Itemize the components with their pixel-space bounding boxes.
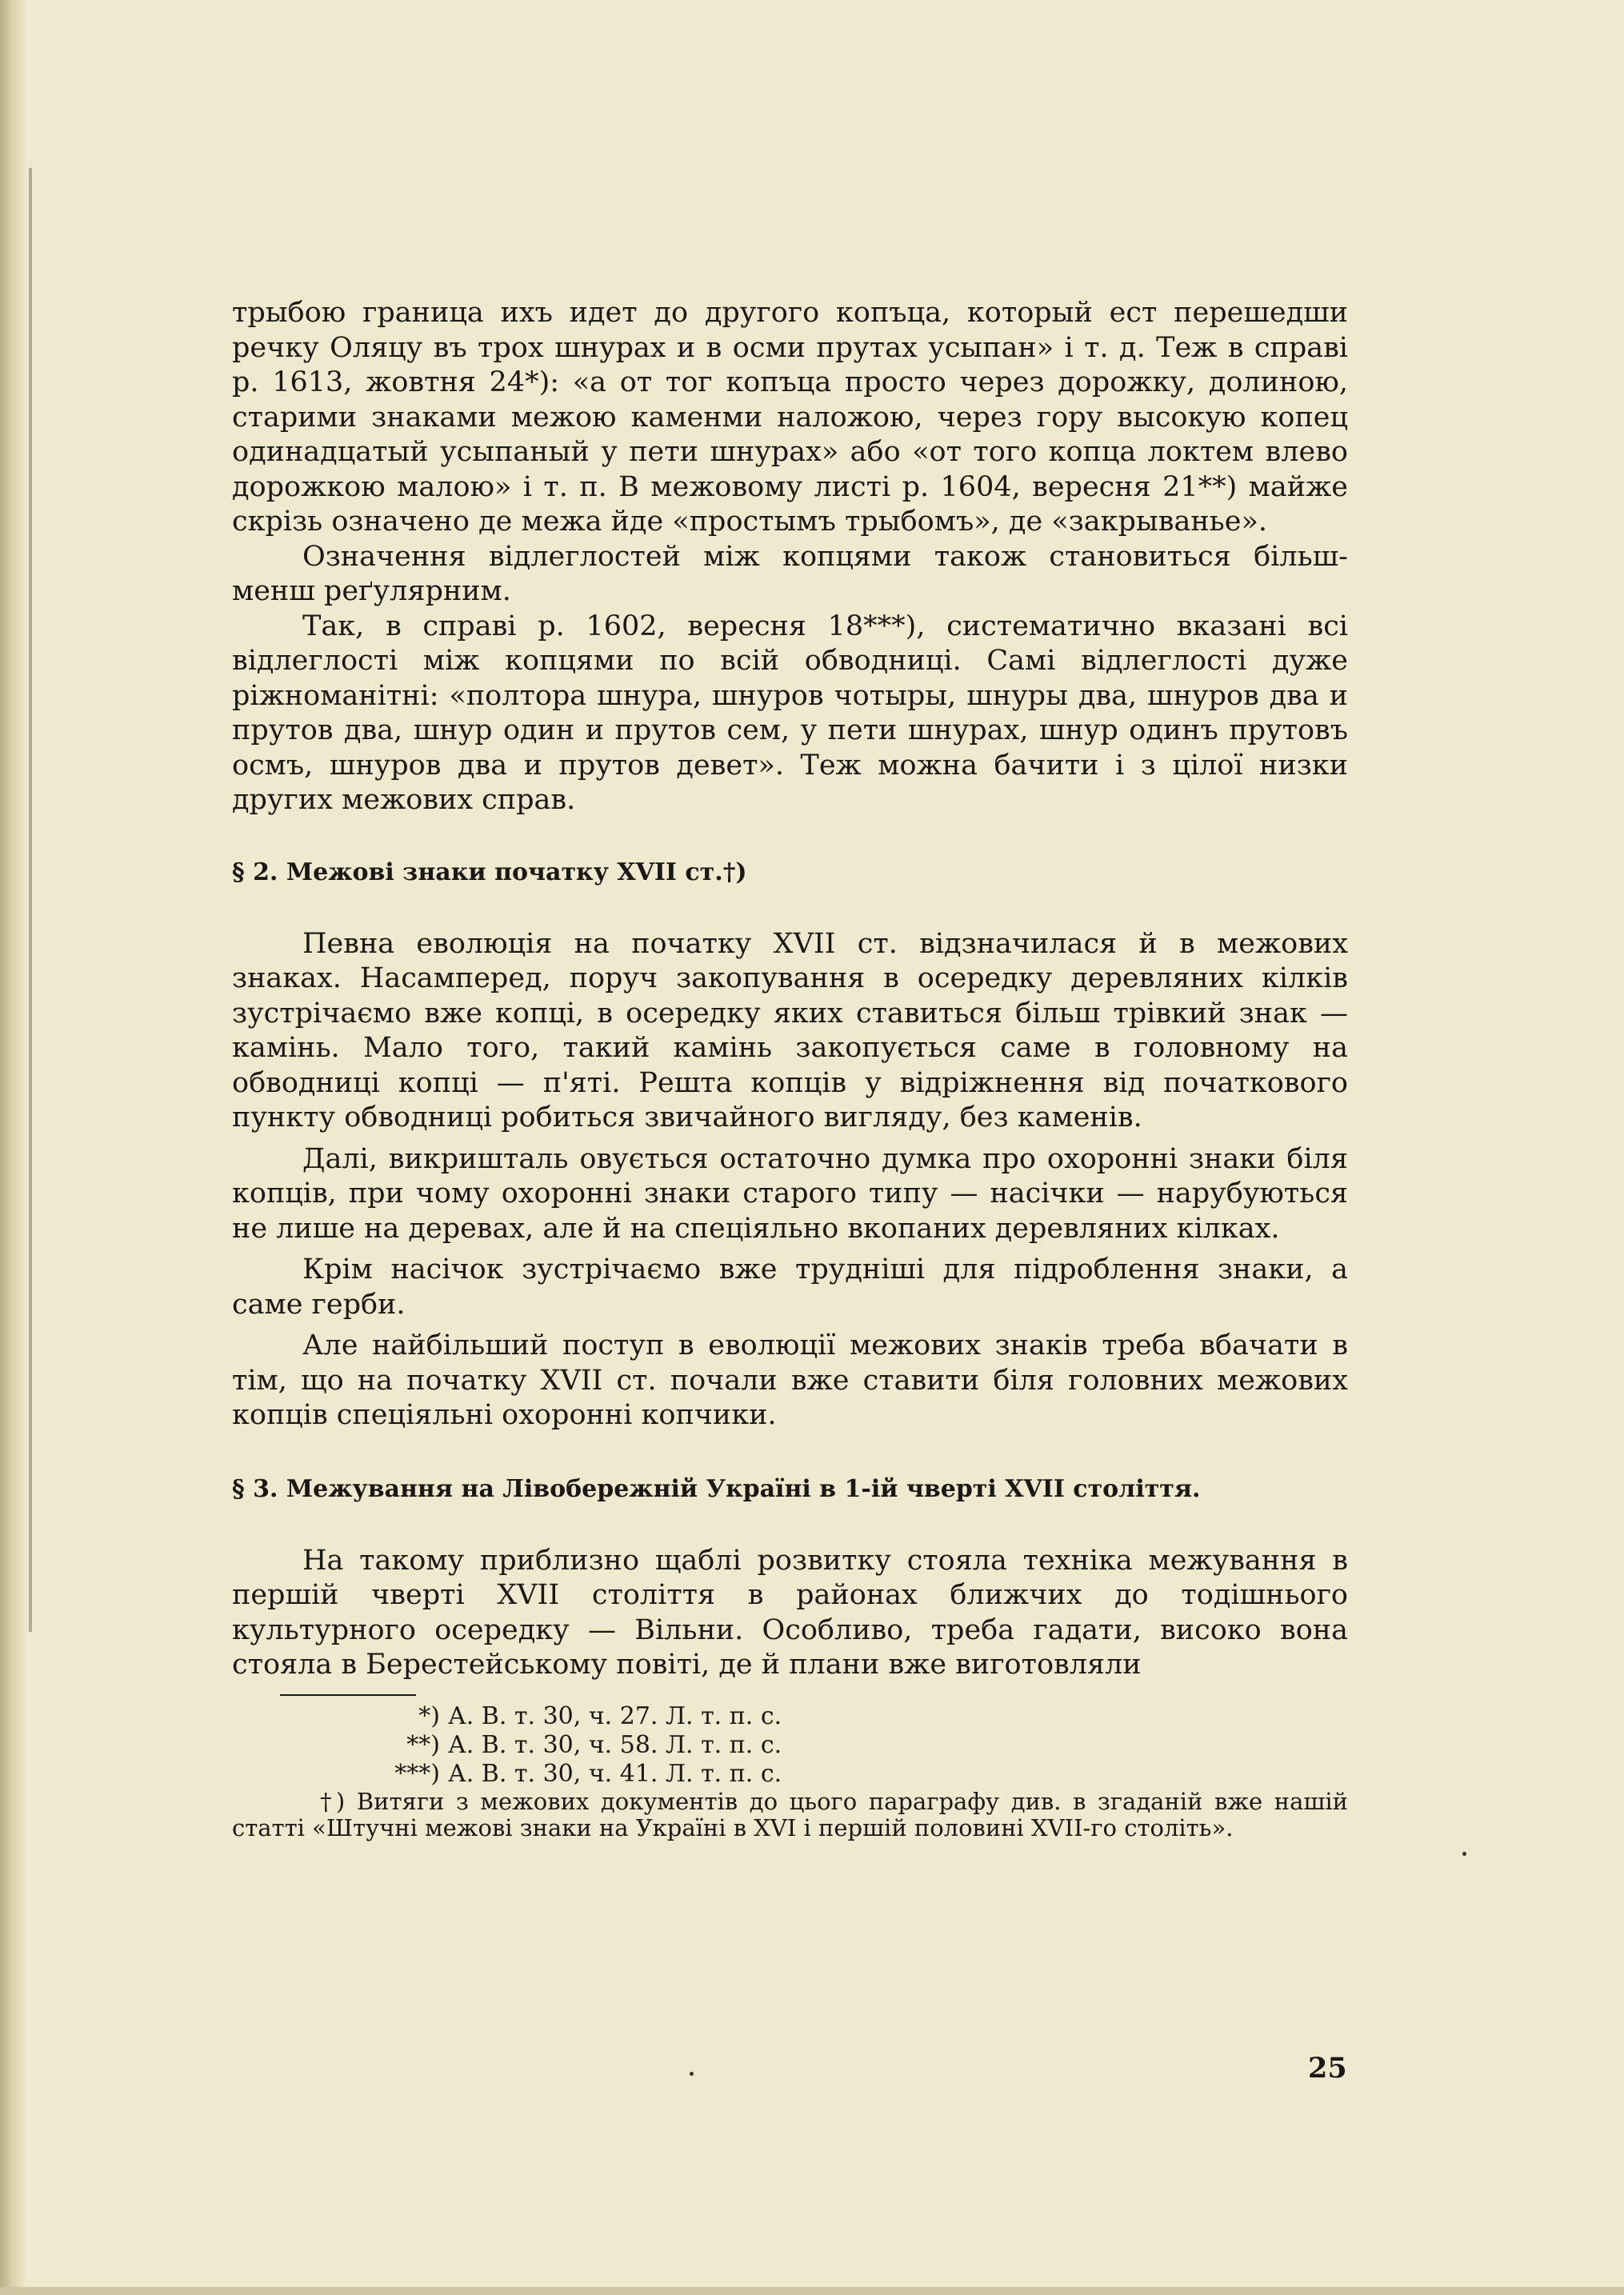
footnote-text: А. В. т. 30, ч. 41. Л. т. п. с. [448,1759,782,1788]
footnote-mark: †) [320,1787,346,1815]
print-speck [1462,1852,1466,1856]
footnote-mark: *) [418,1701,440,1730]
paragraph-6: Крім насічок зустрічаємо вже трудніші для підроблення знаки, а саме герби. [232,1253,1348,1321]
footnote-3 [232,1760,1348,1789]
paragraph-4: Певна еволюція на початку XVII ст. відзначилася й в межових знаках. Насамперед, поруч закопування в осередку деревляних кілків зустрічаємо вже копці, в осередку яких ставиться більш трівкий знак — камінь. Мало того, такий камінь закопується саме в головному на обводниці копці — п'яті. Решта копців у відріжнення від початкового пункту обводниці робиться звичайного вигляду, без каменів. [232,927,1348,1134]
paragraph-2: Означення відлеглостей між копцями також становиться більш-менш реґулярним. [232,540,1348,607]
section-heading-3: § 3. Межування на Лівобережній Україні в 1-ій чверті XVII століття. [232,1474,1201,1503]
print-speck [690,2072,694,2076]
footnote-text: А. В. т. 30, ч. 27. Л. т. п. с. [448,1701,782,1730]
paragraph-7: Але найбільший поступ в еволюції межових знаків треба вбачати в тім, що на початку XVII ст. почали вже ставити біля головних межових копців спеціяльні охоронні копчики. [232,1329,1348,1431]
page-binding-edge [0,0,27,2295]
page-number: 25 [1308,2052,1347,2085]
footnote-4 [232,1789,1348,1841]
section-heading-2: § 2. Межові знаки початку XVII ст.†) [232,858,747,886]
footnote-mark: **) [406,1730,440,1759]
footnote-2 [232,1731,1348,1760]
footnote-text: Витяги з межових документів до цього параграфу див. в згаданій вже нашій статті «Штучні межові знаки на Україні в XVI і першій половині XVII-го століть». [232,1787,1348,1841]
page-edge-shadow-line [29,168,32,1632]
footnote-mark: ***) [394,1759,440,1788]
paragraph-3: Так, в справі р. 1602, вересня 18***), систематично вказані всі відлеглості між копцями по всій обводниці. Самі відлеглості дуже ріжноманітні: «полтора шнура, шнуров чотыры, шнуры два, шнуров два и прутов два, шнур один и прутов сем, у пети шнурах, шнур одинъ прутовъ осмъ, шнуров два и прутов девет». Теж можна бачити і з цілої низки других межових справ. [232,610,1348,816]
footnote-1 [232,1702,1348,1731]
page-bottom-edge [0,2287,1624,2295]
page-text-block [232,296,1348,1841]
footnotes [232,1702,1348,1841]
paragraph-8: На такому приблизно щаблі розвитку стояла техніка межування в першій чверті XVII століття в районах ближчих до тодішнього культурного осередку — Вільни. Особливо, треба гадати, високо вона стояла в Берестейському повіті, де й плани вже виготовляли [232,1544,1348,1681]
paragraph-1: трыбою граница ихъ идет до другого копъца, который ест перешедши речку Оляцу въ трох шнурах и в осми прутах усыпан» і т. д. Теж в справі р. 1613, жовтня 24*): «а от тог копъца просто через дорожку, долиною, старими знаками межою каменми наложою, через гору высокую копец одинадцатый усыпаный у пети шнурах» або «от того копца локтем влево дорожкою малою» і т. п. В межовому листі р. 1604, вересня 21**) майже скрізь означено де межа йде «простымъ трыбомъ», де «закрыванье». [232,297,1348,538]
footnote-separator [280,1694,416,1696]
paragraph-5: Далі, викришталь овується остаточно думка про охоронні знаки біля копців, при чому охоронні знаки старого типу — насічки — нарубуються не лише на деревах, але й на спеціяльно вкопаних деревляних кілках. [232,1142,1348,1245]
footnote-text: А. В. т. 30, ч. 58. Л. т. п. с. [448,1730,782,1759]
